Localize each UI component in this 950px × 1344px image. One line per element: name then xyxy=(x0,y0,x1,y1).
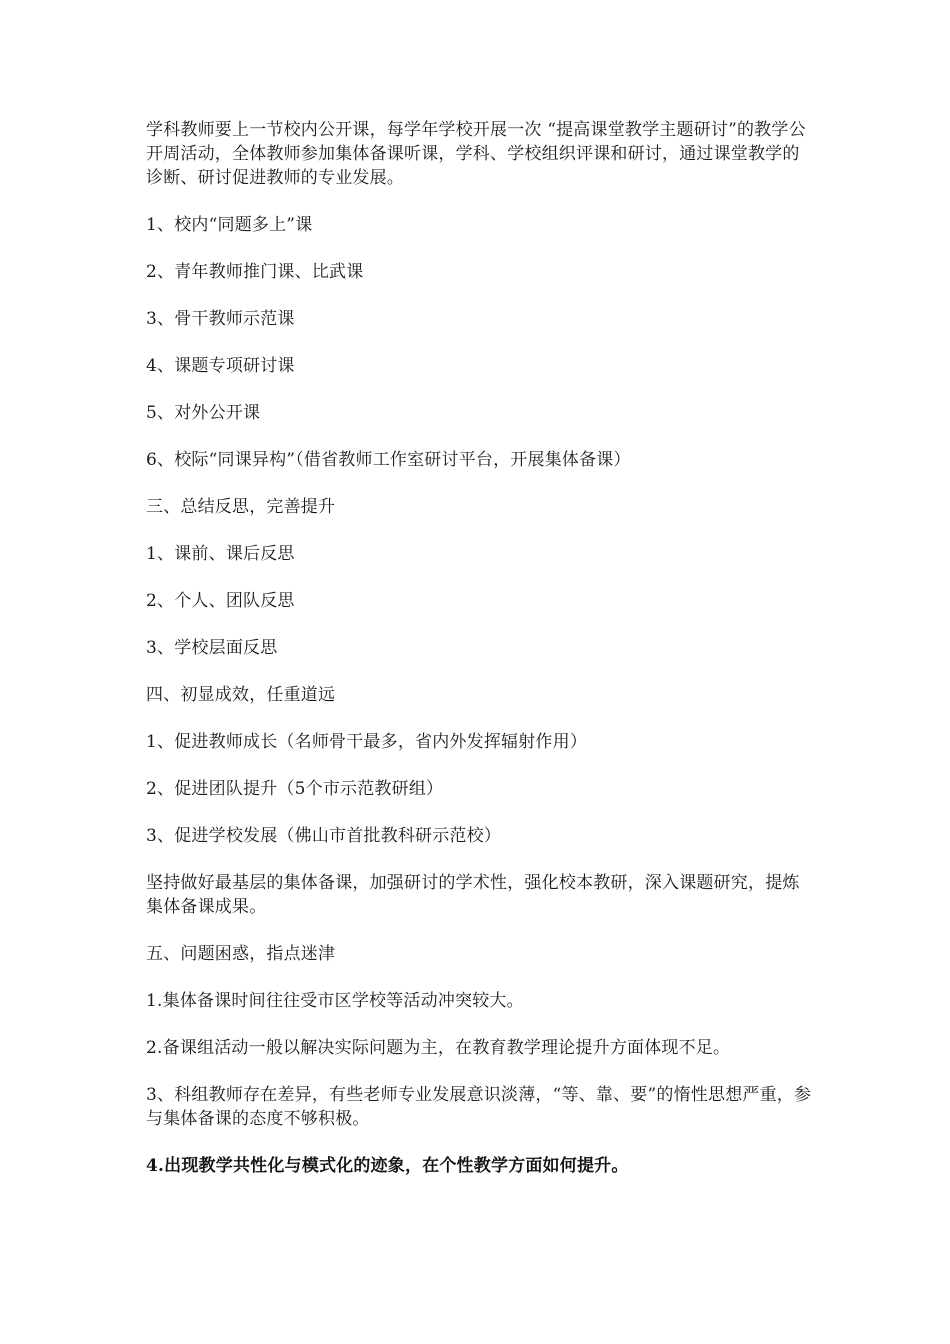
list-item: 3、促进学校发展（佛山市首批教科研示范校） xyxy=(146,826,502,846)
section-heading: 四、初显成效，任重道远 xyxy=(146,685,336,705)
section-heading: 五、问题困惑，指点迷津 xyxy=(146,944,336,964)
list-item: 2、个人、团队反思 xyxy=(146,591,295,611)
list-item: 1、课前、课后反思 xyxy=(146,544,295,564)
list-item: 4、课题专项研讨课 xyxy=(146,356,295,376)
list-item: 6、校际“同课异构”（借省教师工作室研讨平台，开展集体备课） xyxy=(146,450,631,470)
document-body xyxy=(146,118,814,1178)
list-item: 3、学校层面反思 xyxy=(146,638,278,658)
list-item: 5、对外公开课 xyxy=(146,403,261,423)
list-item: 1、校内“同题多上”课 xyxy=(146,215,313,235)
summary-paragraph: 坚持做好最基层的集体备课，加强研讨的学术性，强化校本教研，深入课题研究，提炼集体备课成果。 xyxy=(146,873,800,917)
section-heading: 三、总结反思，完善提升 xyxy=(146,497,336,517)
list-item: 2、促进团队提升（5个市示范教研组） xyxy=(146,779,444,799)
list-item: 3、科组教师存在差异，有些老师专业发展意识淡薄，“等、靠、要”的惰性思想严重，参与集体备课的态度不够积极。 xyxy=(146,1085,812,1129)
list-item: 1.集体备课时间往往受市区学校等活动冲突较大。 xyxy=(146,991,524,1011)
list-item: 2、青年教师推门课、比武课 xyxy=(146,262,364,282)
list-item: 1、促进教师成长（名师骨干最多，省内外发挥辐射作用） xyxy=(146,732,588,752)
list-item: 3、骨干教师示范课 xyxy=(146,309,295,329)
list-item: 4.出现教学共性化与模式化的迹象，在个性教学方面如何提升。 xyxy=(146,1156,629,1176)
intro-paragraph: 学科教师要上一节校内公开课，每学年学校开展一次 “提高课堂教学主题研讨”的教学公开周活动，全体教师参加集体备课听课，学科、学校组织评课和研讨，通过课堂教学的诊断、研讨促进教师的专业发展。 xyxy=(146,120,806,188)
list-item: 2.备课组活动一般以解决实际问题为主，在教育教学理论提升方面体现不足。 xyxy=(146,1038,731,1058)
